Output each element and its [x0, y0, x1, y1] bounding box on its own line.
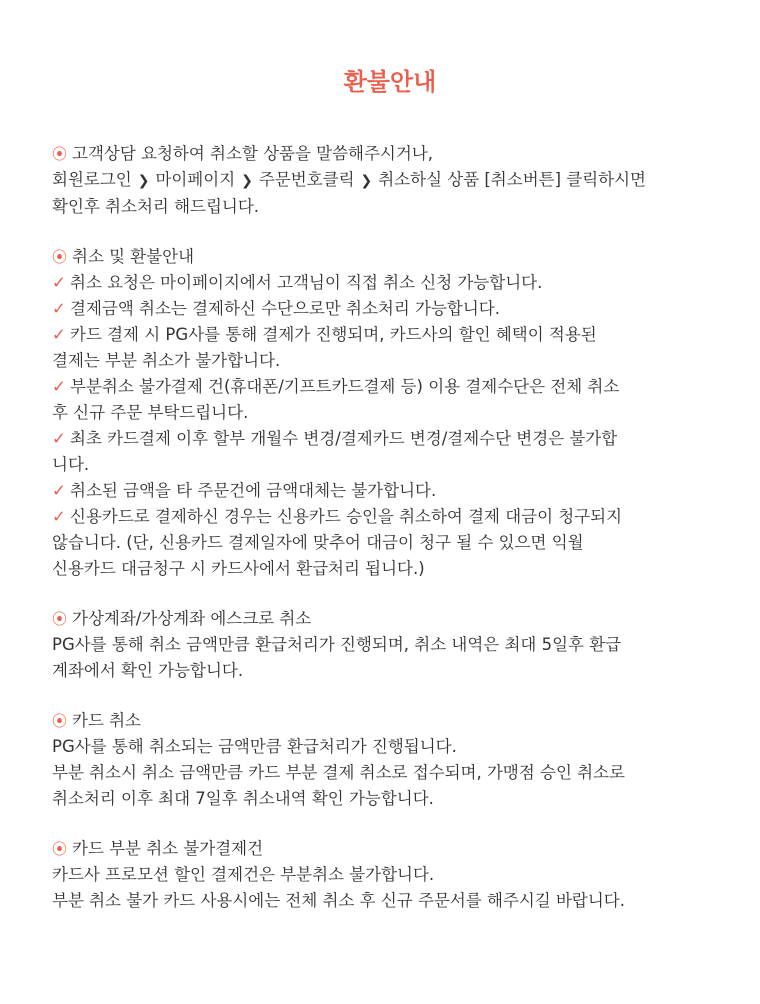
section-cancel-request	[52, 141, 728, 220]
check-icon: ✓	[52, 481, 66, 500]
list-item-text: 신용카드로 결제하신 경우는 신용카드 승인을 취소하여 결제 대금이 청구되지	[70, 507, 623, 526]
section-virtual-account	[52, 606, 728, 684]
list-item	[52, 270, 728, 296]
section-body-text: 카드사 프로모션 할인 결제건은 부분취소 불가합니다.	[52, 865, 435, 884]
confirm-text: 확인후 취소처리 해드립니다.	[52, 197, 260, 216]
check-icon: ✓	[52, 507, 66, 526]
section-heading	[52, 606, 728, 632]
list-item	[52, 296, 728, 322]
target-bullet-icon: ⦿	[52, 145, 68, 163]
list-item	[52, 504, 728, 582]
list-item-text: 취소 요청은 마이페이지에서 고객님이 직접 취소 신청 가능합니다.	[70, 273, 543, 292]
section-body-text: 계좌에서 확인 가능합니다.	[52, 661, 244, 680]
path-step-order-number: 주문번호클릭	[258, 170, 355, 189]
list-item-text: 카드 결제 시 PG사를 통해 결제가 진행되며, 카드사의 할인 혜택이 적용된	[70, 325, 597, 344]
check-icon: ✓	[52, 299, 66, 318]
section-heading-text: 카드 부분 취소 불가결제건	[72, 839, 264, 858]
chevron-right-icon: ❯	[137, 173, 150, 189]
section-body-text: 부분 취소시 취소 금액만큼 카드 부분 결제 취소로 접수되며, 가맹점 승인 취소로	[52, 763, 625, 782]
path-step-cancel-button: 취소하실 상품 [취소버튼] 클릭하시면	[378, 170, 646, 189]
target-bullet-icon: ⦿	[52, 610, 68, 628]
list-item-text: 결제금액 취소는 결제하신 수단으로만 취소처리 가능합니다.	[70, 299, 500, 318]
target-bullet-icon: ⦿	[52, 840, 68, 858]
section-heading	[52, 708, 728, 734]
list-item-text: 신용카드 대금청구 시 카드사에서 환급처리 됩니다.)	[52, 559, 425, 578]
section-intro-line	[52, 141, 728, 167]
list-item-text: 후 신규 주문 부탁드립니다.	[52, 403, 249, 422]
list-item-text: 최초 카드결제 이후 할부 개월수 변경/결제카드 변경/결제수단 변경은 불가합	[70, 429, 618, 448]
section-body-text: PG사를 통해 취소되는 금액만큼 환급처리가 진행됩니다.	[52, 737, 457, 756]
target-bullet-icon: ⦿	[52, 712, 68, 730]
section-card-cancel	[52, 708, 728, 812]
section-heading-text: 카드 취소	[72, 711, 142, 730]
check-icon: ✓	[52, 325, 66, 344]
section-heading	[52, 244, 728, 270]
list-item-text: 결제는 부분 취소가 불가합니다.	[52, 351, 281, 370]
section-heading-text: 가상계좌/가상계좌 에스크로 취소	[72, 609, 312, 628]
section-heading-text: 취소 및 환불안내	[72, 247, 195, 266]
list-item-text: 취소된 금액을 타 주문건에 금액대체는 불가합니다.	[70, 481, 437, 500]
list-item-text: 니다.	[52, 455, 90, 474]
check-icon: ✓	[52, 429, 66, 448]
target-bullet-icon: ⦿	[52, 248, 68, 266]
section-card-partial-cancel	[52, 836, 728, 914]
check-icon: ✓	[52, 377, 66, 396]
list-item	[52, 322, 728, 374]
section-cancel-refund-info	[52, 244, 728, 582]
chevron-right-icon: ❯	[360, 173, 373, 189]
list-item	[52, 478, 728, 504]
path-step-mypage: 마이페이지	[155, 170, 236, 189]
list-item-text: 않습니다. (단, 신용카드 결제일자에 맞추어 대금이 청구 될 수 있으면 익월	[52, 533, 584, 552]
check-icon: ✓	[52, 273, 66, 292]
navigation-path-line	[52, 167, 728, 194]
page-title: 환불안내	[343, 68, 437, 96]
list-item-text: 부분취소 불가결제 건(휴대폰/기프트카드결제 등) 이용 결제수단은 전체 취소	[70, 377, 620, 396]
section-body-text: 부분 취소 불가 카드 사용시에는 전체 취소 후 신규 주문서를 해주시길 바랍니다.	[52, 891, 625, 910]
list-item	[52, 374, 728, 426]
path-step-login: 회원로그인	[52, 170, 132, 189]
intro-text: 고객상담 요청하여 취소할 상품을 말씀해주시거나,	[72, 144, 433, 163]
section-body-text: 취소처리 이후 최대 7일후 취소내역 확인 가능합니다.	[52, 789, 434, 808]
chevron-right-icon: ❯	[241, 173, 253, 189]
section-body-text: PG사를 통해 취소 금액만큼 환급처리가 진행되며, 취소 내역은 최대 5일후 환급	[52, 635, 622, 654]
list-item	[52, 426, 728, 478]
section-heading	[52, 836, 728, 862]
